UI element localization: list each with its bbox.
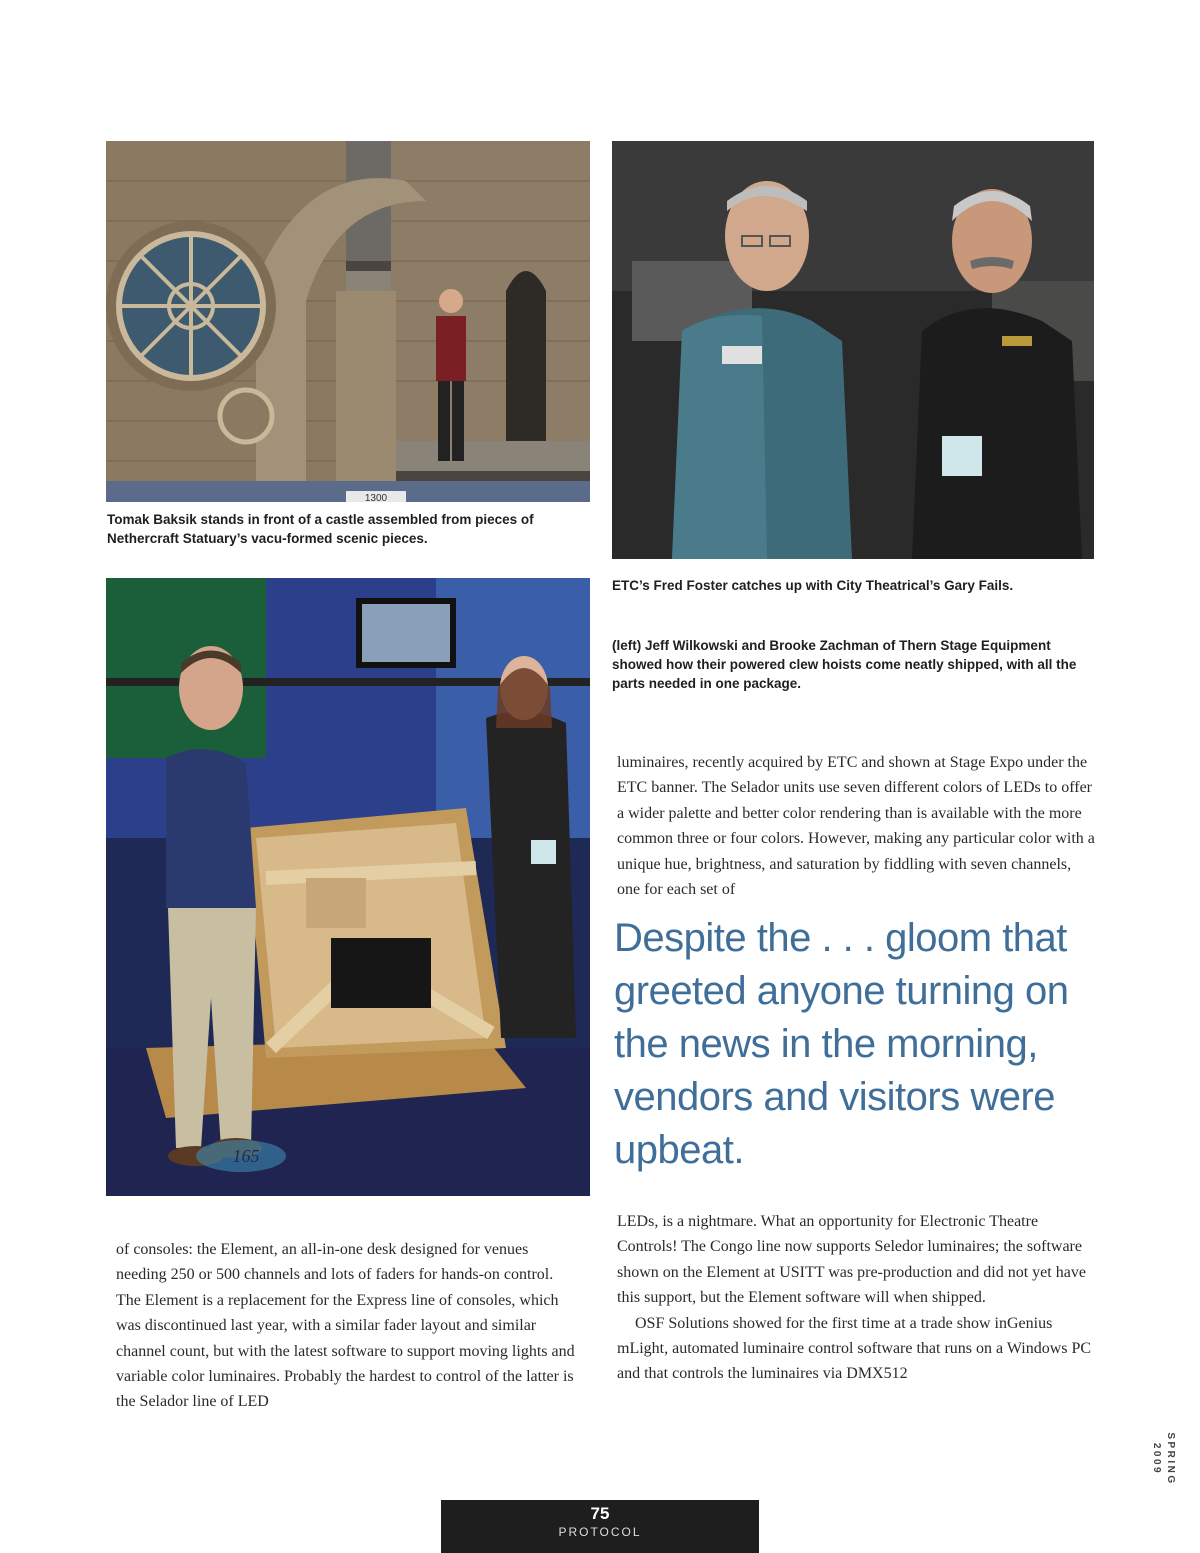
article-paragraph: luminaires, recently acquired by ETC and shown at Stage Expo under the ETC banner. The Selador units use seven different colors of LEDs to offer a wider palette and better color rendering than is available with the more common three or four colors. However, making any particular color with a unique hue, brightness, and saturation by fiddling with seven channels, one for each set of — [617, 754, 1095, 899]
page-number: 75 — [590, 1504, 610, 1523]
publication-name: PROTOCOL — [558, 1525, 642, 1539]
pull-quote: Despite the . . . gloom that greeted anyone turning on the news in the morning, vendors and visitors were upbeat. — [614, 916, 1069, 1172]
castle-caption: Tomak Baksik stands in front of a castle assembled from pieces of Nethercraft Statuary’s vacu-formed scenic pieces. — [107, 512, 534, 546]
thern-photo-graphic — [106, 578, 590, 1196]
foster-fails-caption: ETC’s Fred Foster catches up with City Theatrical’s Gary Fails. — [612, 578, 1014, 593]
article-paragraph: of consoles: the Element, an all-in-one desk designed for venues needing 250 or 500 channels and lots of faders for hands-on control. The Element is a replacement for the Express line of consoles, which was discontinued last year, with a similar fader layout and similar channel count, but with the latest software to support moving lights and variable color luminaires. Probably the hardest to control of the latter is the Selador line of LED — [116, 1241, 575, 1411]
issue-label: SPRING 2009 — [1151, 1432, 1176, 1486]
thern-floor-number: 165 — [232, 1146, 260, 1166]
article-paragraph: LEDs, is a nightmare. What an opportunity for Electronic Theatre Controls! The Congo line now supports Seledor luminaires; the software shown on the Element at USITT was pre-production and did not yet have this support, but the Element software will when shipped. — [617, 1213, 1086, 1307]
castle-photo — [106, 141, 590, 502]
article-paragraph: OSF Solutions showed for the first time at a trade show inGenius mLight, automated luminaire control software that runs on a Windows PC and that controls the luminaires via DMX512 — [617, 1314, 1092, 1383]
article-right-bottom — [617, 1209, 1097, 1387]
castle-photo-graphic — [106, 141, 590, 502]
castle-sign-text: 1300 — [364, 493, 388, 502]
thern-caption: (left) Jeff Wilkowski and Brooke Zachman of Thern Stage Equipment showed how their powered clew hoists come neatly shipped, with all the parts needed in one package. — [612, 638, 1077, 691]
foster-fails-photo-graphic — [612, 141, 1094, 559]
thern-photo — [106, 578, 590, 1196]
page-folio — [441, 1500, 759, 1553]
article-right-top — [617, 750, 1097, 902]
article-left-bottom — [116, 1237, 578, 1415]
foster-fails-photo — [612, 141, 1094, 559]
